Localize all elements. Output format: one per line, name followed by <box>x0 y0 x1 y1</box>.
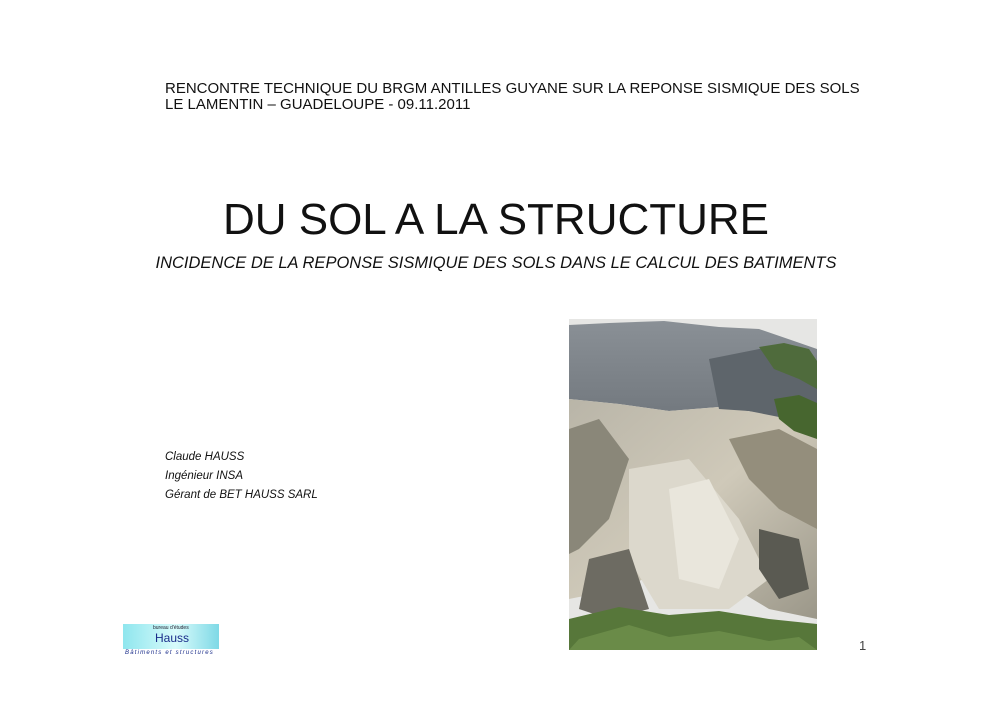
logo-box <box>123 624 219 649</box>
author-position: Gérant de BET HAUSS SARL <box>165 489 318 501</box>
author-role: Ingénieur INSA <box>165 470 243 482</box>
hauss-logo <box>123 624 219 658</box>
logo-tagline: Bâtiments et structures <box>125 650 214 656</box>
page-number: 1 <box>859 638 867 653</box>
author-name: Claude HAUSS <box>165 451 245 463</box>
author-block <box>165 448 318 505</box>
event-location-date: LE LAMENTIN – GUADELOUPE - 09.11.2011 <box>165 96 471 113</box>
slide-title: DU SOL A LA STRUCTURE <box>222 195 770 244</box>
slide-subtitle: INCIDENCE DE LA REPONSE SISMIQUE DES SOLS DANS LE CALCUL DES BATIMENTS <box>155 254 837 272</box>
event-header <box>165 81 860 113</box>
logo-name: Hauss <box>155 631 190 645</box>
event-title-line: RENCONTRE TECHNIQUE DU BRGM ANTILLES GUYANE SUR LA REPONSE SISMIQUE DES SOLS <box>165 80 860 97</box>
logo-small-text: bureau d'études <box>153 625 189 631</box>
rock-cliff-photo <box>569 319 817 650</box>
